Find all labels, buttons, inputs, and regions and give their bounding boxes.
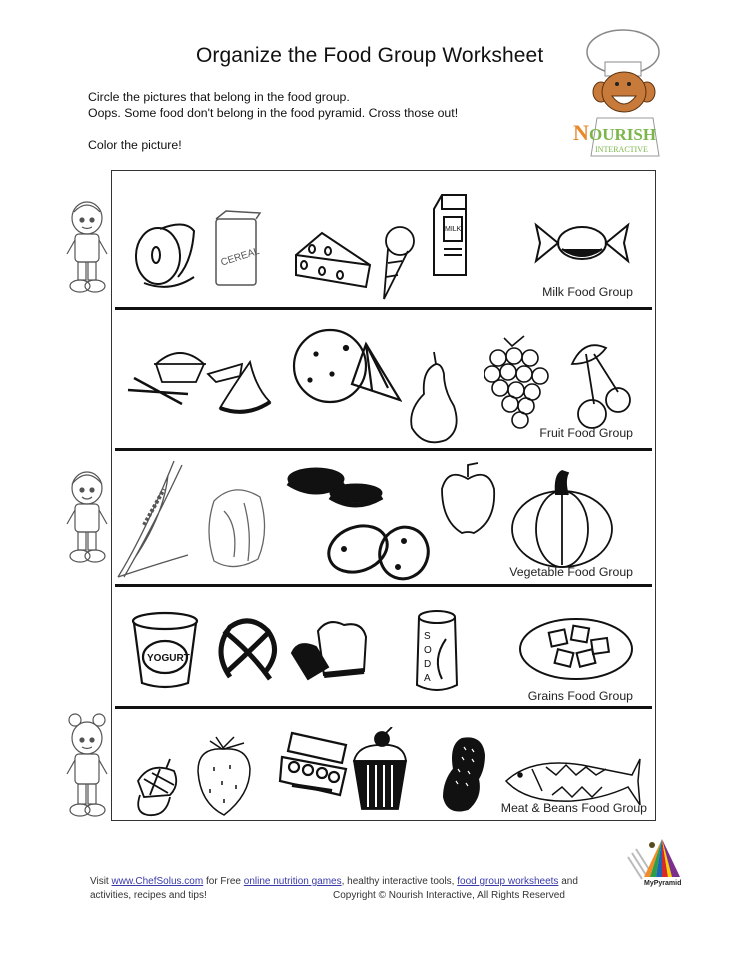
- rice-bowl-image[interactable]: [126, 338, 206, 413]
- svg-text:O: O: [424, 645, 432, 656]
- svg-text:OURISH: OURISH: [589, 125, 657, 144]
- ham-image[interactable]: [130, 211, 200, 296]
- milk-carton-image[interactable]: [430, 191, 470, 286]
- pumpkin-image[interactable]: [508, 465, 618, 580]
- sandwich-cookies-image[interactable]: [286, 465, 386, 516]
- bread-image[interactable]: [288, 617, 372, 686]
- strawberry-image[interactable]: [194, 731, 254, 822]
- pyramid-icon: [622, 833, 692, 891]
- footer-line-2-left: activities, recipes and tips!: [90, 890, 207, 901]
- instruction-cross-out: Oops. Some food don't belong in the food pyramid. Cross those out!: [88, 106, 459, 120]
- candy-image[interactable]: [532, 217, 632, 272]
- worksheet-title: Organize the Food Group Worksheet: [196, 44, 544, 67]
- svg-text:INTERACTIVE: INTERACTIVE: [595, 145, 648, 154]
- row-meat-beans-group: [112, 709, 655, 819]
- nourish-logo: [565, 22, 675, 162]
- svg-text:N: N: [573, 120, 589, 145]
- row-fruit-group: [112, 310, 655, 448]
- pretzel-image[interactable]: [210, 611, 286, 690]
- group-label-meat-beans: Meat & Beans Food Group: [500, 801, 647, 815]
- corn-image[interactable]: [114, 455, 194, 586]
- footer-text: for Free: [203, 876, 244, 887]
- chocolate-kiss-image[interactable]: [206, 358, 276, 423]
- acorn-image[interactable]: [130, 755, 182, 822]
- svg-text:YOGURT: YOGURT: [147, 653, 190, 664]
- copyright-text: Copyright © Nourish Interactive, All Rights Reserved: [333, 890, 565, 901]
- group-label-milk: Milk Food Group: [542, 285, 633, 299]
- peanut-image[interactable]: [438, 735, 490, 820]
- cereal-box-image[interactable]: [212, 209, 262, 294]
- footer-text: Visit: [90, 876, 112, 887]
- ravioli-plate-image[interactable]: [516, 613, 636, 688]
- cheese-image[interactable]: [292, 229, 372, 294]
- grapes-image[interactable]: [484, 334, 554, 435]
- svg-text:A: A: [424, 673, 431, 684]
- cupcake-image[interactable]: [350, 727, 410, 816]
- pear-image[interactable]: [406, 350, 462, 451]
- orange-image[interactable]: [292, 324, 402, 419]
- girl-character-1: [62, 196, 112, 301]
- svg-text:D: D: [424, 659, 432, 670]
- food-group-table: [111, 170, 656, 821]
- row-vegetable-group: [112, 451, 655, 585]
- food-group-worksheets-link[interactable]: food group worksheets: [457, 876, 559, 887]
- soda-can-image[interactable]: [412, 609, 462, 700]
- footer-text: , healthy interactive tools,: [341, 876, 458, 887]
- mypyramid-logo: [622, 833, 692, 891]
- potatoes-image[interactable]: [324, 517, 434, 588]
- group-label-fruit: Fruit Food Group: [539, 426, 633, 440]
- svg-text:MyPyramid: MyPyramid: [644, 880, 682, 887]
- svg-text:MILK: MILK: [445, 226, 462, 233]
- group-label-vegetable: Vegetable Food Group: [509, 565, 633, 579]
- group-label-grains: Grains Food Group: [527, 689, 633, 703]
- chefsolus-link[interactable]: www.ChefSolus.com: [111, 876, 204, 887]
- nutrition-games-link[interactable]: online nutrition games: [243, 876, 342, 887]
- footer-text: and: [558, 876, 578, 887]
- girl-character-2: [62, 466, 112, 571]
- girl-character-3: [62, 712, 112, 827]
- cherries-image[interactable]: [564, 334, 634, 435]
- instruction-circle: Circle the pictures that belong in the food group.: [88, 90, 350, 104]
- svg-text:CEREAL: CEREAL: [219, 245, 262, 269]
- yogurt-image[interactable]: [130, 611, 200, 696]
- row-milk-group: [112, 171, 655, 307]
- svg-text:S: S: [424, 631, 431, 642]
- apple-image[interactable]: [438, 461, 498, 542]
- chef-mascot-icon: [565, 22, 675, 162]
- row-grains-group: [112, 587, 655, 707]
- egg-carton-image[interactable]: [278, 729, 352, 804]
- ice-cream-cone-image[interactable]: [374, 223, 418, 308]
- instruction-color: Color the picture!: [88, 138, 182, 152]
- lettuce-image[interactable]: [204, 481, 270, 576]
- footer-line-1: [90, 876, 578, 887]
